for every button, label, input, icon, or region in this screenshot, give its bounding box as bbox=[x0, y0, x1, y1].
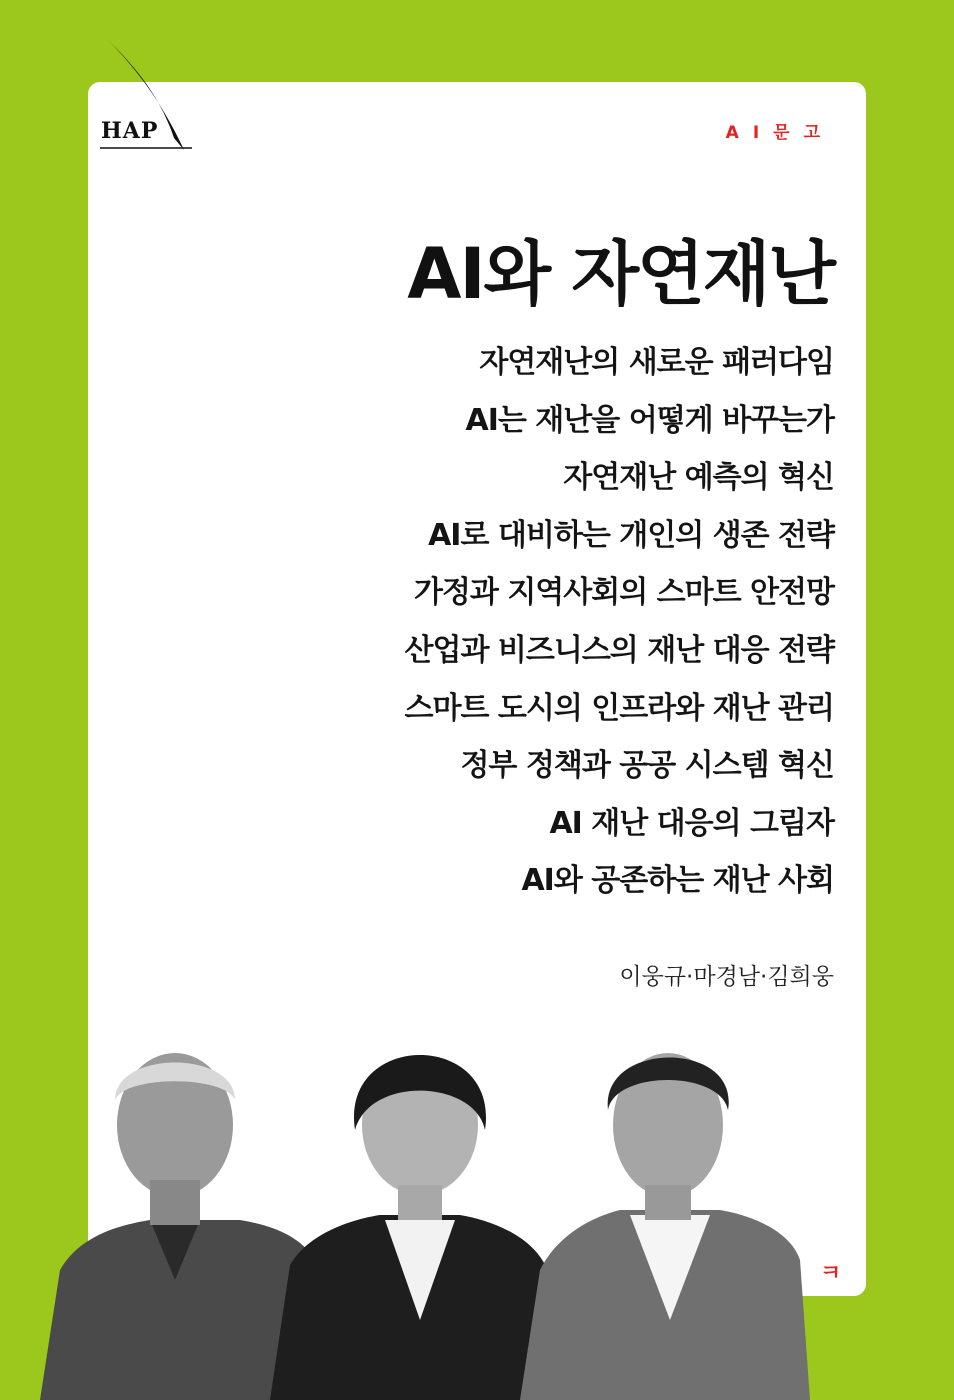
chapter-item: 자연재난 예측의 혁신 bbox=[563, 460, 834, 496]
publisher-logo: HAP bbox=[101, 118, 159, 144]
authors-line: 이웅규·마경남·김희웅 bbox=[619, 964, 834, 990]
chapter-item: 산업과 비즈니스의 재난 대응 전략 bbox=[404, 632, 834, 668]
chapter-item: 자연재난의 새로운 패러다임 bbox=[479, 345, 834, 380]
chapter-item: AI로 대비하는 개인의 생존 전략 bbox=[428, 517, 834, 553]
book-title: AI와 자연재난 bbox=[407, 233, 834, 315]
chapter-item: AI는 재난을 어떻게 바꾸는가 bbox=[465, 402, 834, 438]
chapter-list bbox=[405, 334, 835, 910]
publisher-mark: ㅋ bbox=[820, 1261, 842, 1286]
chapter-item: AI 재난 대응의 그림자 bbox=[549, 805, 834, 841]
chapter-item: 스마트 도시의 인프라와 재난 관리 bbox=[404, 690, 834, 726]
author-photo-right bbox=[520, 1053, 810, 1400]
chapter-item: 정부 정책과 공공 시스템 혁신 bbox=[460, 748, 834, 784]
chapter-item: AI와 공존하는 재난 사회 bbox=[521, 863, 834, 899]
series-label: AI문고 bbox=[725, 123, 834, 143]
author-photo-middle bbox=[270, 1055, 555, 1400]
author-photos bbox=[0, 1020, 954, 1400]
chapter-item: 가정과 지역사회의 스마트 안전망 bbox=[413, 575, 834, 611]
